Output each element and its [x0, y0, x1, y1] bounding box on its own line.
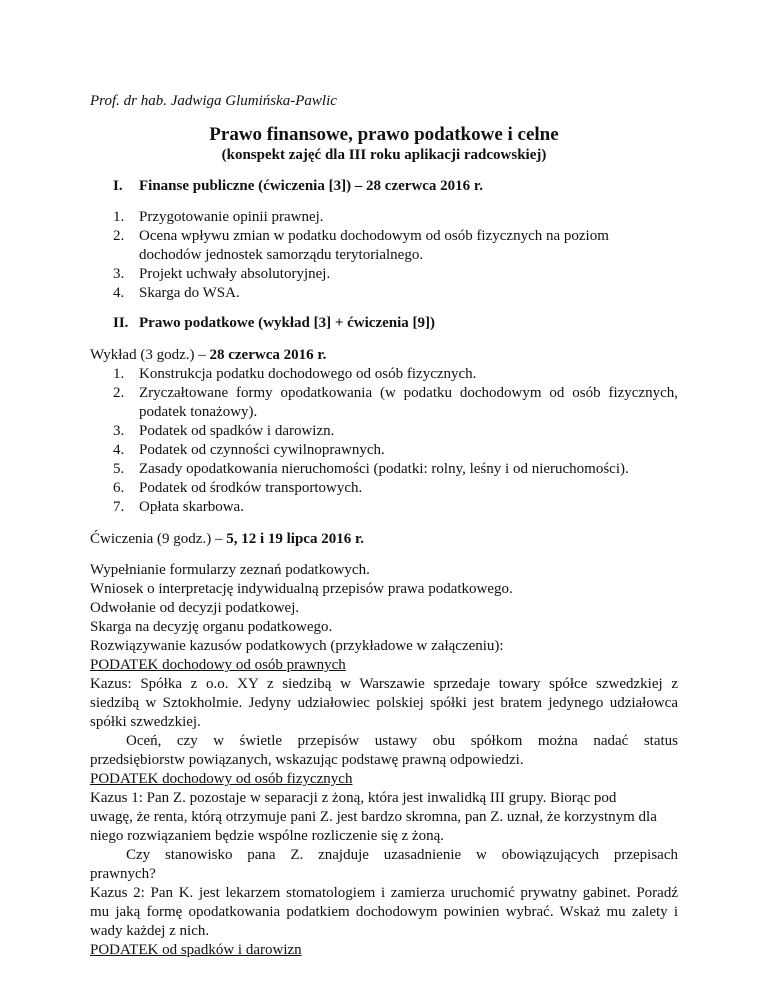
case-line: Kazus 1: Pan Z. pozostaje w separacji z żoną, która jest inwalidką III grupy. Biorąc pod [90, 790, 617, 806]
case-line: niego rozwiązaniem będzie wspólne rozliczenie się z żoną. [90, 828, 445, 844]
list-item: Skarga do WSA. [139, 285, 240, 301]
list-item: Konstrukcja podatku dochodowego od osób fizycznych. [139, 366, 477, 382]
list-item: Ocena wpływu zmian w podatku dochodowym od osób fizycznych na poziom [139, 228, 609, 244]
section-1-heading: Finanse publiczne (ćwiczenia [3]) – 28 czerwca 2016 r. [139, 178, 483, 194]
exercises-date: 5, 12 i 19 lipca 2016 r. [226, 531, 364, 547]
paragraph-line: Skarga na decyzję organu podatkowego. [90, 619, 333, 635]
lecture-intro: Wykład (3 godz.) – [90, 347, 210, 363]
list-item-number: 1. [113, 366, 125, 382]
paragraph-line: Wypełnianie formularzy zeznań podatkowych. [90, 562, 370, 578]
list-item-number: 5. [113, 461, 125, 477]
section-2-numeral: II. [113, 315, 129, 331]
paragraph-line: Wniosek o interpretację indywidualną przepisów prawa podatkowego. [90, 581, 513, 597]
list-item-number: 2. [113, 228, 125, 244]
list-item: Opłata skarbowa. [139, 499, 244, 515]
list-item-continuation: dochodów jednostek samorządu terytorialnego. [139, 247, 424, 263]
list-item-number: 4. [113, 442, 125, 458]
list-item-number: 2. [113, 385, 125, 401]
question-line: prawnych? [90, 866, 156, 882]
pit-heading: PODATEK dochodowy od osób fizycznych [90, 771, 353, 787]
list-item: Zasady opodatkowania nieruchomości (podatki: rolny, leśny i od nieruchomości). [139, 461, 629, 477]
case-line: Kazus 2: Pan K. jest lekarzem stomatologiem i zamierza uruchomić prywatny gabinet. Poradź [90, 885, 678, 901]
list-item: Podatek od spadków i darowizn. [139, 423, 335, 439]
list-item: Projekt uchwały absolutoryjnej. [139, 266, 331, 282]
question-line: Czy stanowisko pana Z. znajduje uzasadnienie w obowiązujących przepisach [126, 847, 678, 863]
list-item-number: 3. [113, 266, 125, 282]
case-line: siedzibą w Sztokholmie. Jedyny udziałowiec polskiej spółki jest bratem jedynego udziałowca [90, 695, 678, 711]
document-title: Prawo finansowe, prawo podatkowe i celne [209, 124, 559, 145]
document-subtitle: (konspekt zajęć dla III roku aplikacji radcowskiej) [221, 147, 547, 163]
case-line: uwagę, że renta, którą otrzymuje pani Z. jest bardzo skromna, pan Z. uznał, że korzystnym dla [90, 809, 657, 825]
list-item-number: 7. [113, 499, 125, 515]
author-line: Prof. dr hab. Jadwiga Glumińska-Pawlic [90, 93, 337, 109]
paragraph-line: Odwołanie od decyzji podatkowej. [90, 600, 300, 616]
section-1-numeral: I. [113, 178, 123, 194]
list-item-number: 3. [113, 423, 125, 439]
exercises-intro: Ćwiczenia (9 godz.) – [90, 531, 227, 547]
question-line: przedsiębiorstw powiązanych, wskazując podstawę prawną odpowiedzi. [90, 752, 524, 768]
case-line: Kazus: Spółka z o.o. XY z siedzibą w Warszawie sprzedaje towary spółce szwedzkiej z [90, 676, 678, 692]
lecture-line [90, 346, 326, 365]
section-2-heading: Prawo podatkowe (wykład [3] + ćwiczenia [9]) [139, 315, 436, 331]
list-item-number: 4. [113, 285, 125, 301]
list-item-number: 1. [113, 209, 125, 225]
list-item-number: 6. [113, 480, 125, 496]
list-item-continuation: podatek tonażowy). [139, 404, 258, 420]
inheritance-heading: PODATEK od spadków i darowizn [90, 942, 302, 958]
paragraph-line: Rozwiązywanie kazusów podatkowych (przykładowe w załączeniu): [90, 638, 504, 654]
exercises-line [90, 530, 364, 549]
case-line: mu jaką formę opodatkowania podatkiem dochodowym powinien wybrać. Wskaż mu zalety i [90, 904, 678, 920]
list-item: Podatek od czynności cywilnoprawnych. [139, 442, 385, 458]
question-line: Oceń, czy w świetle przepisów ustawy obu spółkom można nadać status [126, 733, 678, 749]
case-line: spółki szwedzkiej. [90, 714, 201, 730]
list-item: Zryczałtowane formy opodatkowania (w podatku dochodowym od osób fizycznych, [139, 385, 678, 401]
cit-heading: PODATEK dochodowy od osób prawnych [90, 657, 346, 673]
list-item: Przygotowanie opinii prawnej. [139, 209, 324, 225]
list-item: Podatek od środków transportowych. [139, 480, 363, 496]
lecture-date: 28 czerwca 2016 r. [209, 347, 327, 363]
case-line: wady każdej z nich. [90, 923, 210, 939]
